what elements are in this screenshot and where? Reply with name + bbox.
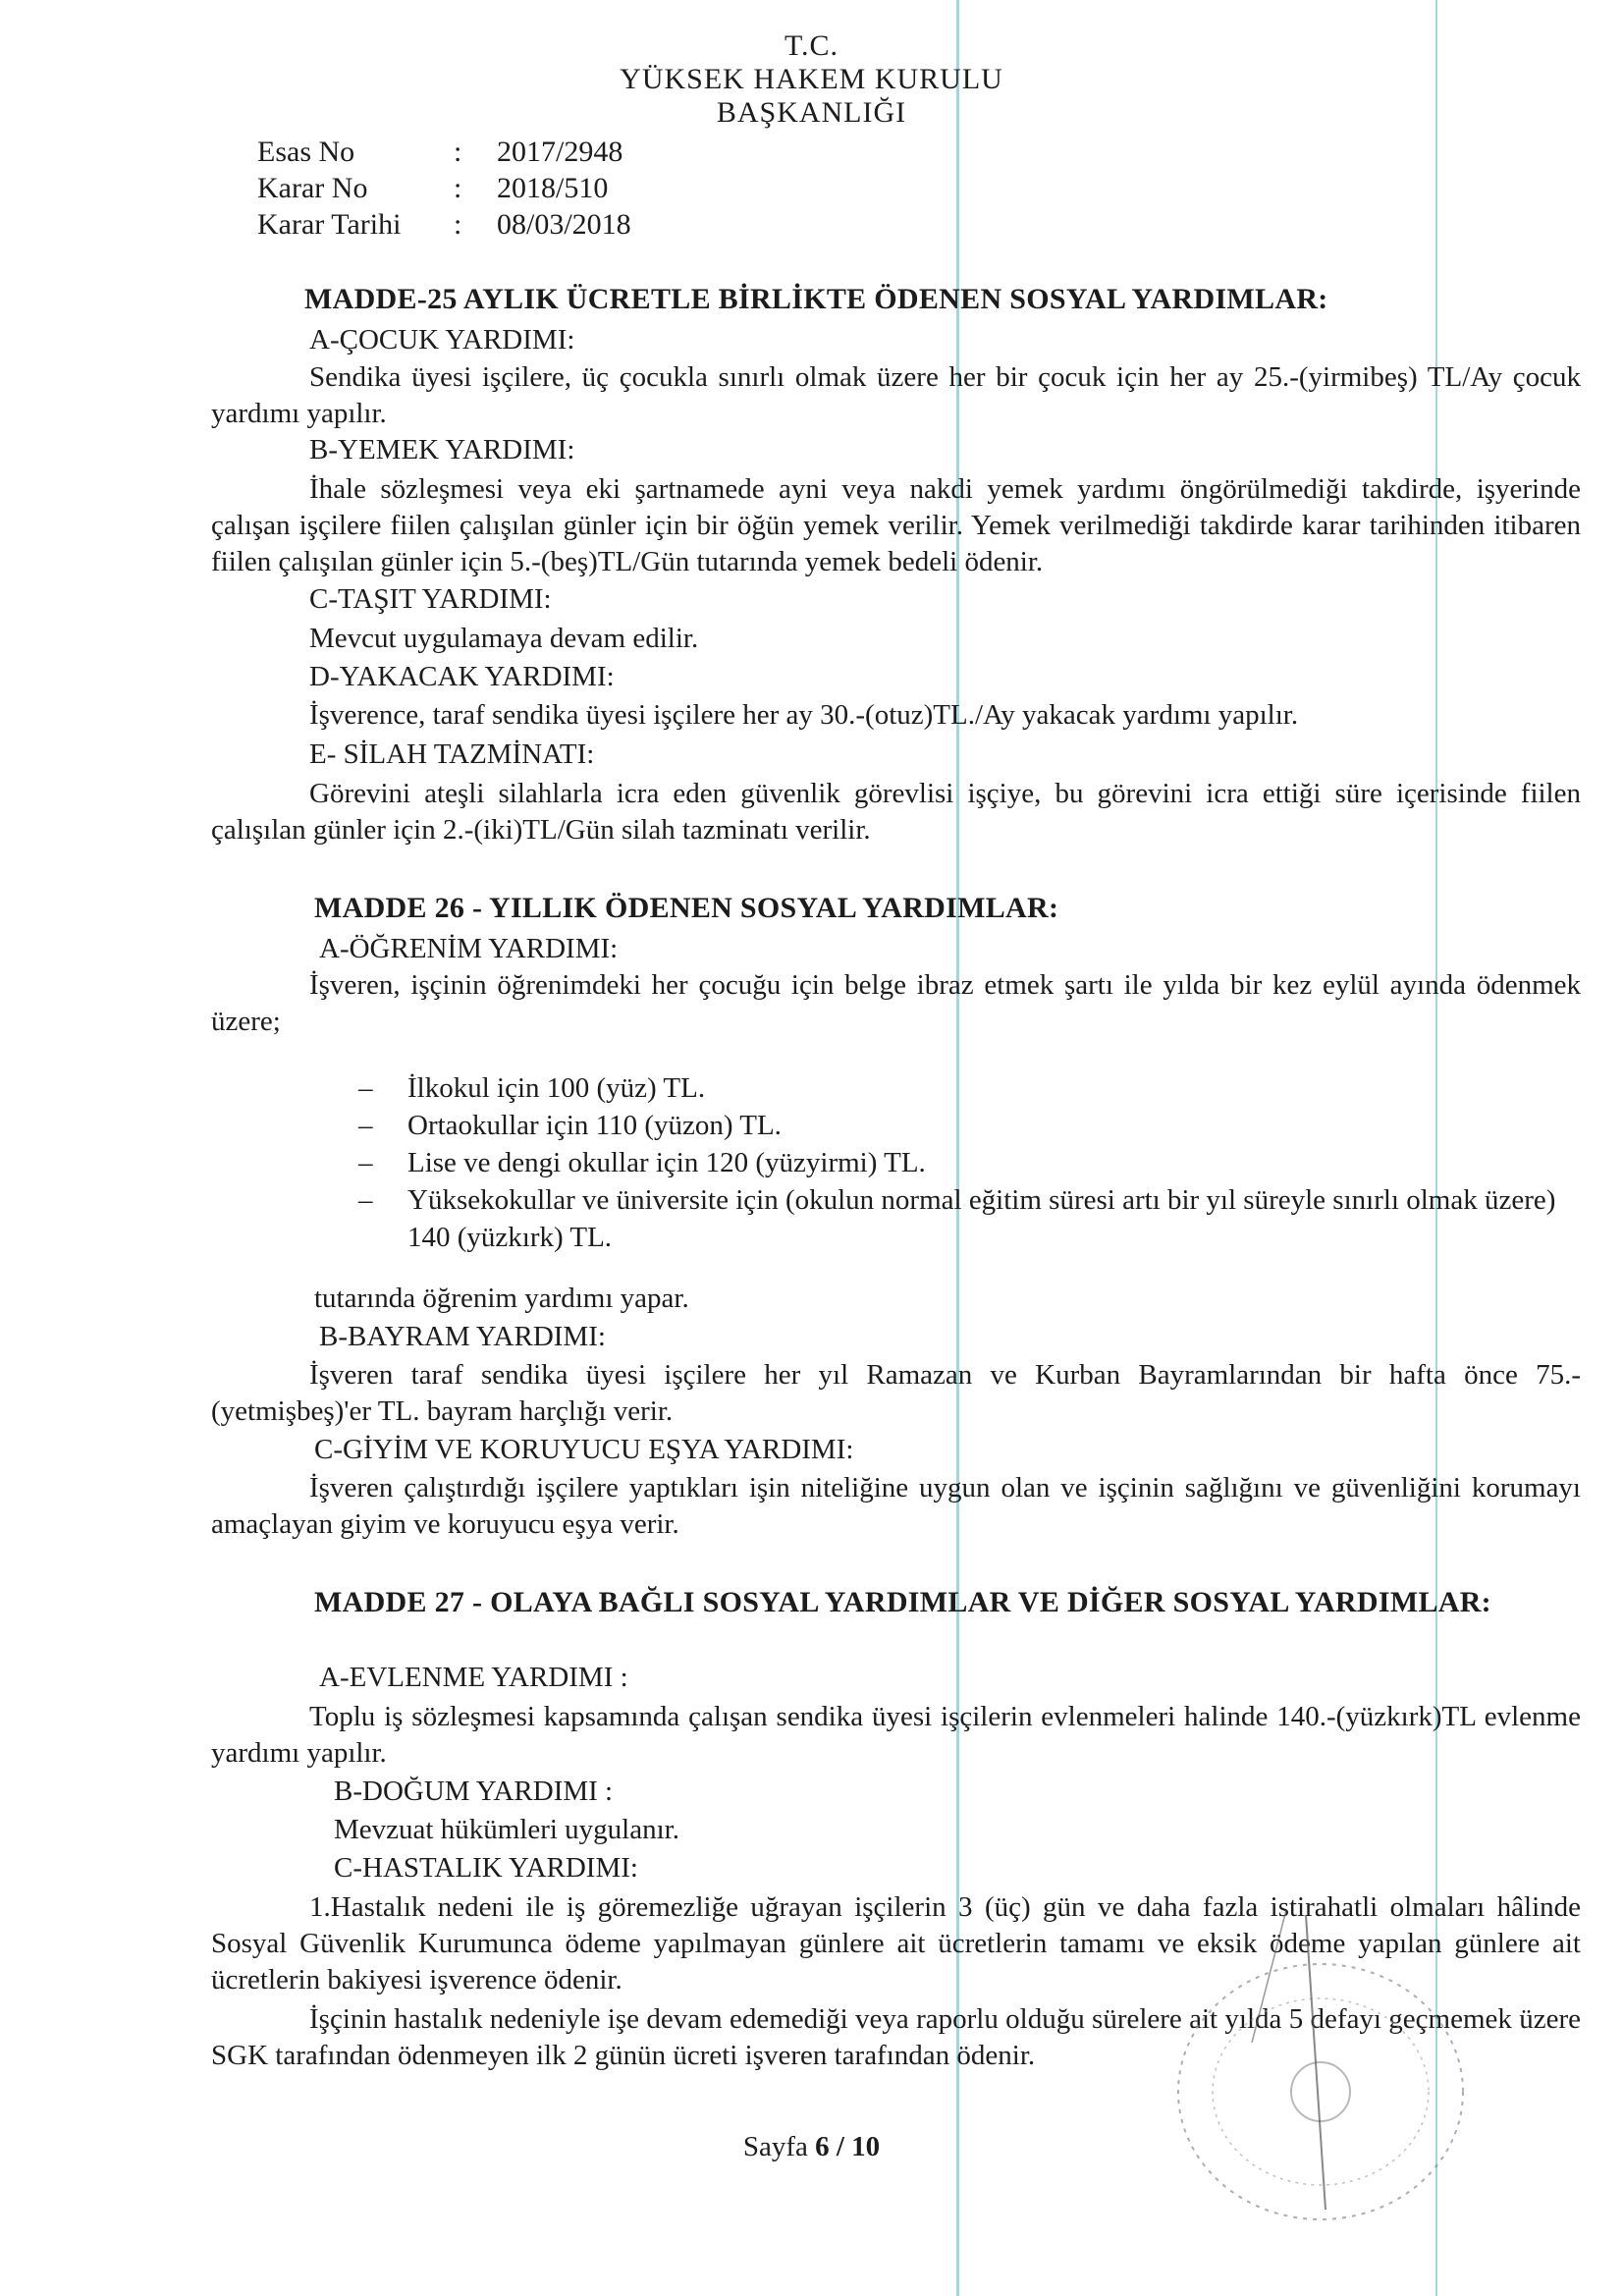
madde-25-e-title: E- SİLAH TAZMİNATI: — [309, 738, 595, 770]
madde-25-a-title: A-ÇOCUK YARDIMI: — [309, 324, 575, 355]
madde-25-c-title: C-TAŞIT YARDIMI: — [309, 583, 552, 615]
list-item-text: Lise ve dengi okullar için 120 (yüzyirmi) TL. — [407, 1147, 926, 1178]
list-item: – Lise ve dengi okullar için 120 (yüzyirmi) TL. — [358, 1147, 926, 1178]
madde-26-c-title: C-GİYİM VE KORUYUCU EŞYA YARDIMI: — [314, 1434, 854, 1465]
page-number: 6 / 10 — [815, 2131, 881, 2162]
case-meta — [257, 134, 631, 243]
meta-colon: : — [454, 136, 462, 168]
header-line-3: BAŞKANLIĞI — [716, 96, 907, 129]
list-item-text: Yüksekokullar ve üniversite için (okulun normal eğitim süresi artı bir yıl süreyle sınırlı olmak üzere) 140 (yüzkırk) TL. — [407, 1184, 1556, 1253]
paragraph-text: Görevini ateşli silahlarla icra eden güvenlik görevlisi işçiye, bu görevini icra ettiği süre içerisinde fiilen çalışılan günler için 2.-(iki)TL/Gün silah tazminatı verilir. — [211, 778, 1581, 846]
madde-27-title-text: MADDE 27 - OLAYA BAĞLI SOSYAL YARDIMLAR VE DİĞER SOSYAL YARDIMLAR: — [314, 1586, 1491, 1618]
page-footer — [0, 2131, 1623, 2163]
meta-label: Karar Tarihi — [257, 208, 402, 241]
madde-26-a-after: tutarında öğrenim yardımı yapar. — [314, 1283, 689, 1314]
paragraph-text: İşçinin hastalık nedeniyle işe devam edemediği veya raporlu olduğu sürelere ait yılda 5 defayı geçmemek üzere SGK tarafından ödenmeyen ilk 2 günün ücreti işveren tarafından ödenir. — [211, 2003, 1581, 2071]
madde-26-a-text — [211, 967, 1581, 1040]
list-item: – İlkokul için 100 (yüz) TL. — [358, 1072, 706, 1104]
paragraph-text: İşveren taraf sendika üyesi işçilere her yıl Ramazan ve Kurban Bayramlarından bir hafta önce 75.-(yetmişbeş)'er TL. bayram harçlığı verir. — [211, 1359, 1581, 1427]
madde-27-b-text: Mevzuat hükümleri uygulanır. — [334, 1814, 679, 1845]
list-item-text: Ortaokullar için 110 (yüzon) TL. — [407, 1110, 782, 1141]
meta-row-tarih — [257, 206, 631, 243]
official-stamp-icon — [1159, 1905, 1483, 2259]
meta-colon: : — [454, 208, 462, 241]
paragraph-text: Sendika üyesi işçilere, üç çocukla sınırlı olmak üzere her bir çocuk için her ay 25.-(yirmibeş) TL/Ay çocuk yardımı yapılır. — [211, 361, 1581, 429]
madde-27-title — [211, 1583, 1581, 1622]
paragraph-text: İşveren çalıştırdığı işçilere yaptıkları işin niteliğine uygun olan ve işçinin sağlığını ve güvenliğini korumayı amaçlayan giyim ve koruyucu eşya verir. — [211, 1472, 1581, 1540]
meta-value: 08/03/2018 — [497, 208, 631, 241]
header-line-2: YÜKSEK HAKEM KURULU — [620, 63, 1003, 95]
madde-25-e-text — [211, 776, 1581, 848]
paragraph-text: 1.Hastalık nedeni ile iş göremezliğe uğrayan işçilerin 3 (üç) gün ve daha fazla istirahatli olmaları hâlinde Sosyal Güvenlik Kurumunca ödeme yapılmayan günlere ait ücretlerin tamamı ve eksik ödeme yapılan günlere ait ücretlerin bakiyesi işverence ödenir. — [211, 1891, 1581, 1995]
madde-26-a-title: A-ÖĞRENİM YARDIMI: — [319, 933, 619, 964]
header-line-1: T.C. — [784, 29, 839, 62]
meta-value: 2017/2948 — [497, 136, 623, 168]
madde-25-d-title: D-YAKACAK YARDIMI: — [309, 661, 615, 692]
list-item: – Ortaokullar için 110 (yüzon) TL. — [358, 1110, 782, 1141]
madde-26-c-text — [211, 1470, 1581, 1543]
madde-27-a-text — [211, 1699, 1581, 1772]
list-item-text: İlkokul için 100 (yüz) TL. — [407, 1072, 706, 1104]
meta-row-karar — [257, 170, 631, 206]
meta-value: 2018/510 — [497, 172, 609, 204]
madde-25-b-title: B-YEMEK YARDIMI: — [309, 434, 575, 465]
madde-25-c-text: Mevcut uygulamaya devam edilir. — [309, 623, 699, 654]
madde-26-b-text — [211, 1357, 1581, 1430]
meta-row-esas — [257, 134, 631, 170]
madde-25-a-text — [211, 359, 1581, 432]
paragraph-text: İşveren, işçinin öğrenimdeki her çocuğu için belge ibraz etmek şartı ile yılda bir kez eylül ayında ödenmek üzere; — [211, 969, 1581, 1037]
madde-26-title: MADDE 26 - YILLIK ÖDENEN SOSYAL YARDIMLAR: — [314, 892, 1059, 924]
madde-26-b-title: B-BAYRAM YARDIMI: — [319, 1321, 606, 1352]
education-aid-list — [358, 1069, 1586, 1256]
paragraph-text: İhale sözleşmesi veya eki şartnamede ayni veya nakdi yemek yardımı öngörülmediği takdirde, işyerinde çalışan işçilere fiilen çalışılan günler için bir öğün yemek verilir. Yemek verilmediği takdirde karar tarihinden itibaren fiilen çalışılan günler için 5.-(beş)TL/Gün tutarında yemek bedeli ödenir. — [211, 473, 1581, 577]
list-item: – Yüksekokullar ve üniversite için (okulun normal eğitim süresi artı bir yıl süreyle sınırlı olmak üzere) 140 (yüzkırk) TL. — [358, 1184, 1556, 1253]
meta-label: Esas No — [257, 136, 355, 168]
madde-25-b-text — [211, 471, 1581, 580]
meta-colon: : — [454, 172, 462, 204]
madde-27-c-title: C-HASTALIK YARDIMI: — [334, 1852, 638, 1884]
madde-27-b-title: B-DOĞUM YARDIMI : — [334, 1776, 614, 1807]
meta-label: Karar No — [257, 172, 368, 204]
madde-25-title: MADDE-25 AYLIK ÜCRETLE BİRLİKTE ÖDENEN SOSYAL YARDIMLAR: — [304, 283, 1328, 315]
paragraph-text: Toplu iş sözleşmesi kapsamında çalışan sendika üyesi işçilerin evlenmeleri halinde 140.-(yüzkırk)TL evlenme yardımı yapılır. — [211, 1701, 1581, 1769]
madde-25-d-text: İşverence, taraf sendika üyesi işçilere her ay 30.-(otuz)TL./Ay yakacak yardımı yapılır. — [309, 699, 1299, 731]
footer-label: Sayfa — [742, 2131, 808, 2162]
madde-27-a-title: A-EVLENME YARDIMI : — [319, 1662, 628, 1693]
